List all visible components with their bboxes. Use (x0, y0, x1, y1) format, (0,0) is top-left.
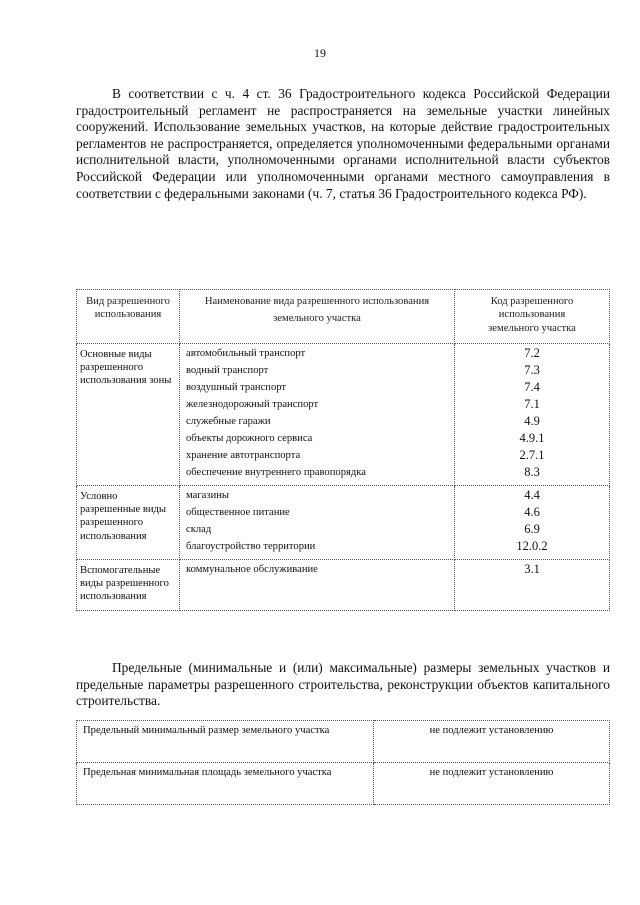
table-row (77, 763, 610, 805)
group-names (180, 343, 455, 485)
use-name: железнодорожный транспорт (186, 398, 319, 410)
permitted-uses-table (76, 289, 610, 611)
page-number: 19 (314, 46, 326, 60)
intro-paragraph: В соответствии с ч. 4 ст. 36 Градостроительного кодекса Российской Федерации градостроительный регламент не распространяется на земельные участки линейных сооружений. Использование земельных участков, на которые действие градостроительных регламентов не распространяется, определяется уполномоченными федеральными органами исполнительной власти, уполномоченными органами исполнительной власти субъектов Российской Федерации или уполномоченными органами местного самоуправления в соответствии с федеральными законами (ч. 7, статья 36 Градостроительного кодекса РФ). (76, 86, 610, 201)
use-code: 7.4 (524, 379, 540, 394)
header-code: Код разрешенного использования земельного участка (455, 290, 610, 344)
use-name: магазины (186, 489, 230, 501)
group-codes (455, 343, 610, 485)
table-row (77, 721, 610, 763)
use-name: хранение автотранспорта (186, 449, 301, 461)
use-code: 2.7.1 (519, 447, 545, 462)
use-name: склад (186, 523, 212, 535)
limit-label: Предельный минимальный размер земельного участка (77, 721, 374, 763)
group-auxiliary (77, 559, 610, 610)
limit-label: Предельная минимальная площадь земельного участка (77, 763, 374, 805)
group-codes (455, 485, 610, 559)
use-name: водный транспорт (186, 364, 269, 376)
use-code: 7.3 (524, 362, 540, 377)
use-code: 4.9.1 (519, 430, 545, 445)
group-conditional (77, 485, 610, 559)
use-name: автомобильный транспорт (186, 347, 306, 359)
use-name: воздушный транспорт (186, 381, 287, 393)
group-main (77, 343, 610, 485)
group-category: Основные виды разрешенного использования зоны (77, 343, 180, 485)
use-code: 8.3 (524, 464, 540, 479)
use-code: 4.4 (524, 487, 540, 502)
group-names (180, 559, 455, 610)
use-code: 4.9 (524, 413, 540, 428)
use-name: благоустройство территории (186, 540, 316, 552)
header-name (180, 290, 455, 344)
use-code: 7.2 (524, 345, 540, 360)
header-name-line2: земельного участка (273, 313, 361, 325)
limits-table (76, 720, 610, 805)
use-code: 4.6 (524, 504, 540, 519)
group-category: Условно разрешенные виды разрешенного использования (77, 485, 180, 559)
use-name: объекты дорожного сервиса (186, 432, 313, 444)
use-code: 6.9 (524, 521, 540, 536)
use-name: коммунальное обслуживание (186, 563, 318, 575)
limit-value: не подлежит установлению (374, 721, 610, 763)
table-header-row (77, 290, 610, 344)
use-code: 12.0.2 (516, 538, 548, 553)
limit-value: не подлежит установлению (374, 763, 610, 805)
use-code: 7.1 (524, 396, 540, 411)
group-names (180, 485, 455, 559)
use-name: обеспечение внутреннего правопорядка (186, 466, 366, 478)
header-type: Вид разрешенного использования (77, 290, 180, 344)
use-name: служебные гаражи (186, 415, 271, 427)
use-code: 3.1 (524, 561, 540, 576)
group-codes (455, 559, 610, 610)
use-name: общественное питание (186, 506, 290, 518)
header-name-line1: Наименование вида разрешенного использования (204, 296, 430, 307)
group-category: Вспомогательные виды разрешенного использования (77, 559, 180, 610)
limits-paragraph: Предельные (минимальные и (или) максимальные) размеры земельных участков и предельные параметры разрешенного строительства, реконструкции объектов капитального строительства. (76, 660, 610, 709)
